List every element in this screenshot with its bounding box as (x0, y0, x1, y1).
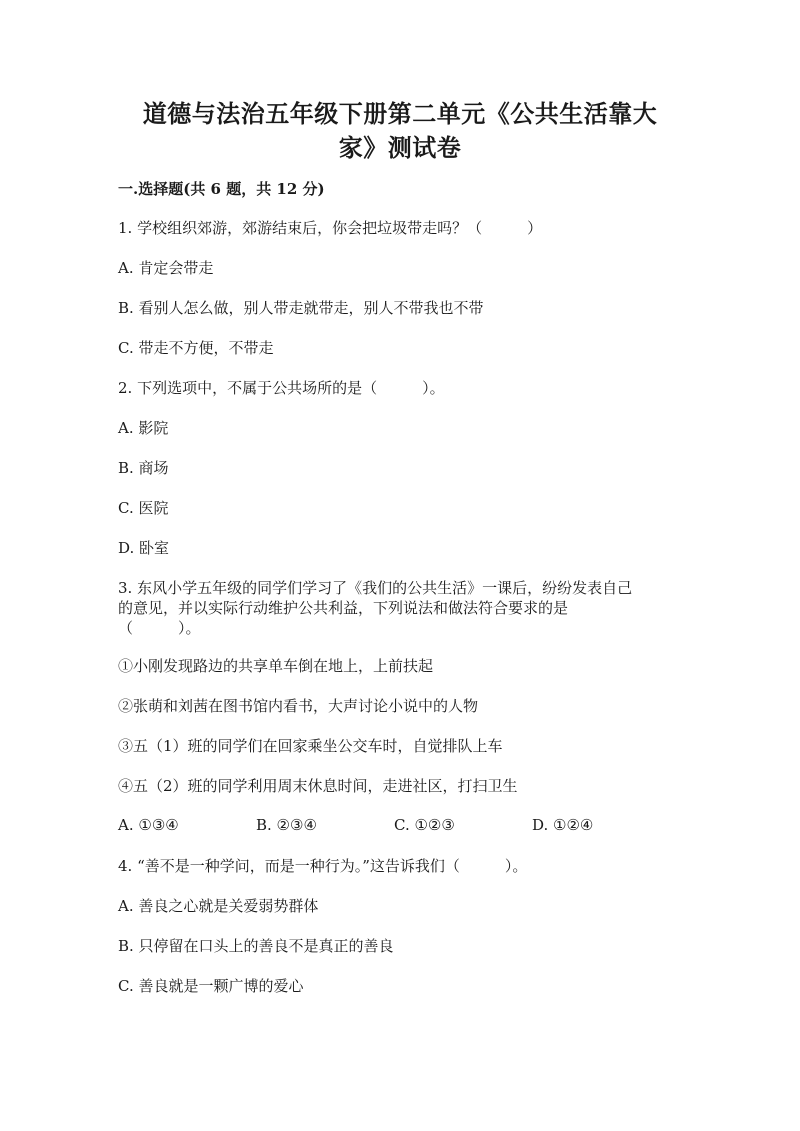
section-heading: 一.选择题(共 6 题，共 12 分) (118, 180, 325, 198)
question-3-statement-1: ①小刚发现路边的共享单车倒在地上，上前扶起 (118, 657, 434, 675)
title-line-1: 道德与法治五年级下册第二单元《公共生活靠大 (142, 99, 658, 128)
question-4-option-a: A. 善良之心就是关爱弱势群体 (118, 897, 319, 915)
question-3-options (118, 816, 678, 836)
question-3-option-c: C. ①②③ (394, 816, 455, 834)
question-3-statement-4: ④五（2）班的同学利用周末休息时间，走进社区，打扫卫生 (118, 777, 518, 795)
question-1-option-b: B. 看别人怎么做，别人带走就带走，别人不带我也不带 (118, 299, 484, 317)
question-2-option-a: A. 影院 (118, 419, 169, 437)
question-2-option-b: B. 商场 (118, 459, 169, 477)
question-2-stem: 2. 下列选项中，不属于公共场所的是（ ）。 (118, 379, 445, 397)
question-3-stem (118, 578, 658, 638)
question-3-option-b: B. ②③④ (256, 816, 317, 834)
question-3-stem-line-2: 的意见，并以实际行动维护公共利益，下列说法和做法符合要求的是 (118, 599, 569, 617)
question-1-option-c: C. 带走不方便，不带走 (118, 339, 274, 357)
question-3-option-a: A. ①③④ (118, 816, 179, 834)
question-2-option-d: D. 卧室 (118, 539, 170, 557)
question-1-option-a: A. 肯定会带走 (118, 259, 214, 277)
question-2-option-c: C. 医院 (118, 499, 169, 517)
title-line-2: 家》测试卷 (338, 133, 462, 162)
question-4-option-c: C. 善良就是一颗广博的爱心 (118, 977, 304, 995)
question-3-statement-2: ②张萌和刘茜在图书馆内看书，大声讨论小说中的人物 (118, 697, 479, 715)
page-title (100, 97, 700, 165)
question-4-stem: 4. “善不是一种学问，而是一种行为。”这告诉我们（ ）。 (118, 857, 528, 875)
question-4-option-b: B. 只停留在口头上的善良不是真正的善良 (118, 937, 394, 955)
question-1-stem: 1. 学校组织郊游，郊游结束后，你会把垃圾带走吗？（ ） (118, 219, 543, 237)
question-3-option-d: D. ①②④ (532, 816, 594, 834)
question-3-stem-line-3: （ ）。 (118, 619, 201, 637)
question-3-statement-3: ③五（1）班的同学们在回家乘坐公交车时，自觉排队上车 (118, 737, 503, 755)
question-3-stem-line-1: 3. 东风小学五年级的同学们学习了《我们的公共生活》一课后，纷纷发表自己 (118, 579, 633, 597)
